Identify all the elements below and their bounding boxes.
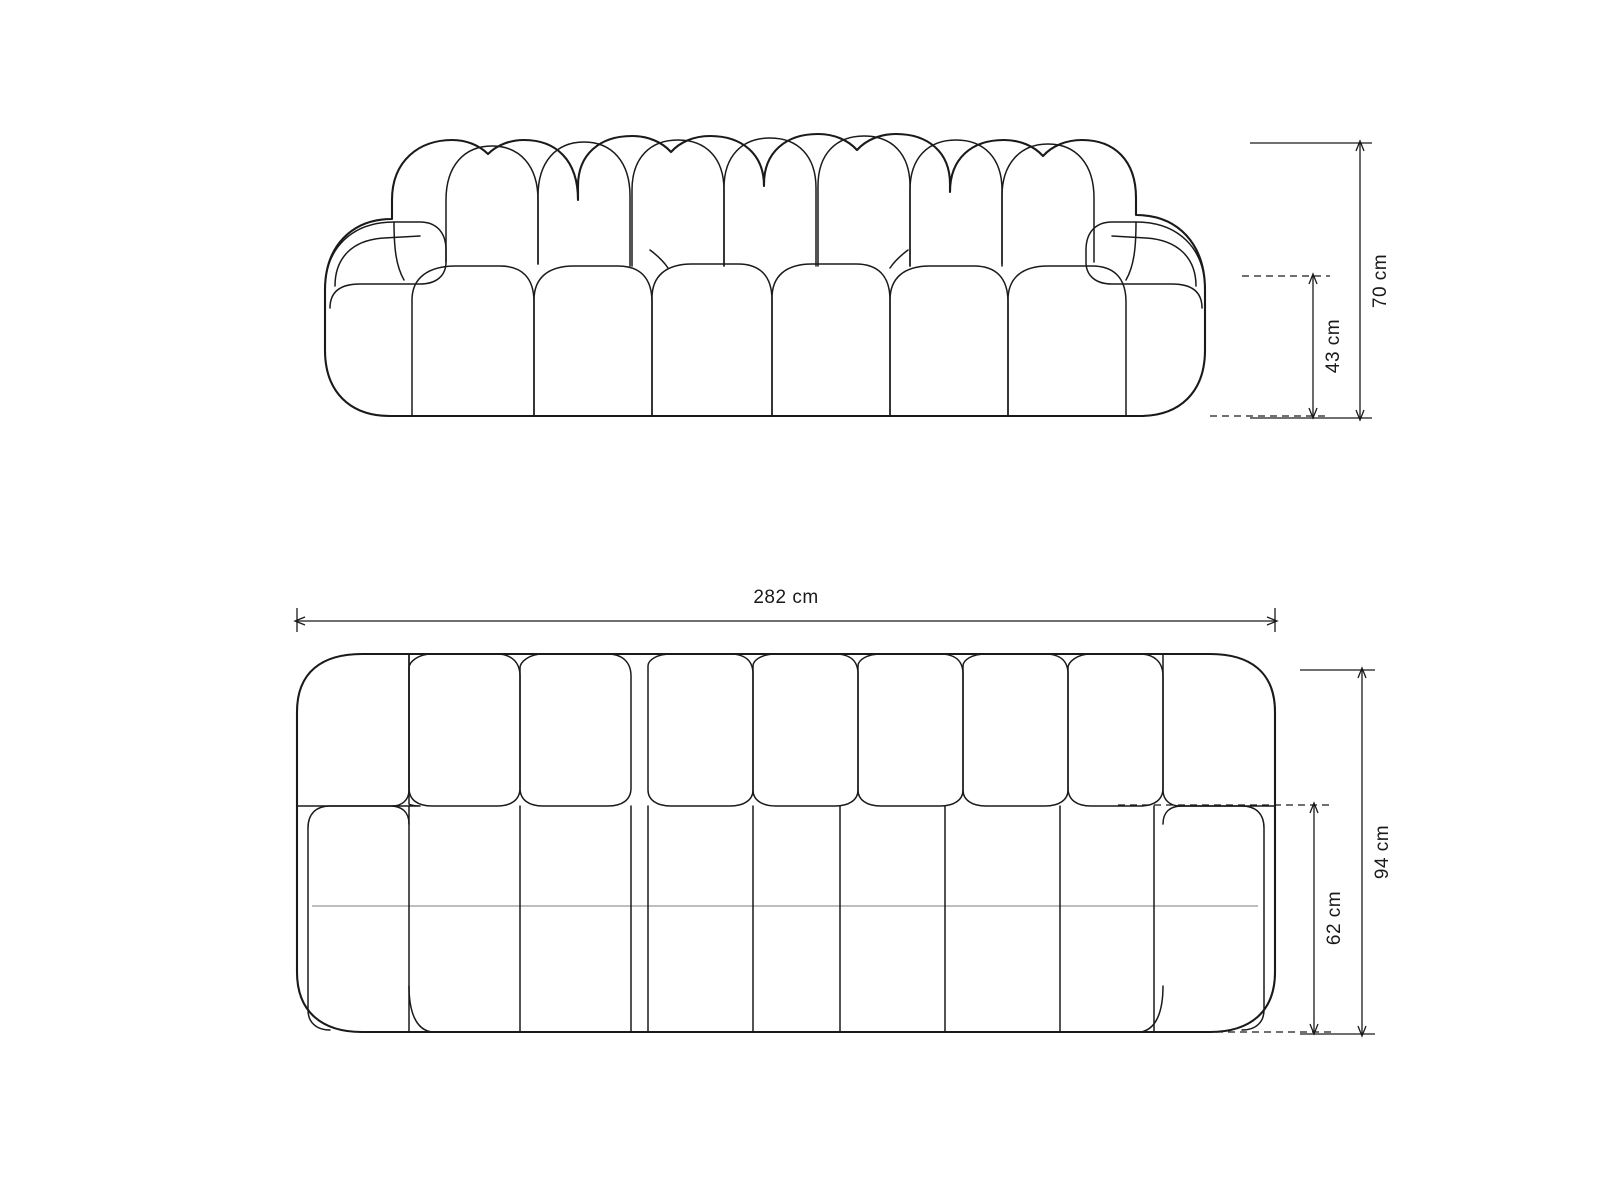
dimension-label-seat-depth: 62 cm	[1324, 890, 1345, 946]
front-elevation-view	[325, 134, 1391, 420]
dimension-total-height	[1250, 141, 1391, 420]
dimension-label-total-width: 282 cm	[753, 587, 819, 608]
top-plan-view	[295, 587, 1393, 1036]
dimension-seat-height	[1210, 274, 1344, 418]
dimension-label-seat-height: 43 cm	[1323, 318, 1344, 374]
dimension-label-total-height: 70 cm	[1370, 253, 1391, 309]
dimension-total-width	[295, 587, 1277, 632]
dimension-label-total-depth: 94 cm	[1372, 824, 1393, 880]
top-sofa-outline	[297, 654, 1275, 1032]
